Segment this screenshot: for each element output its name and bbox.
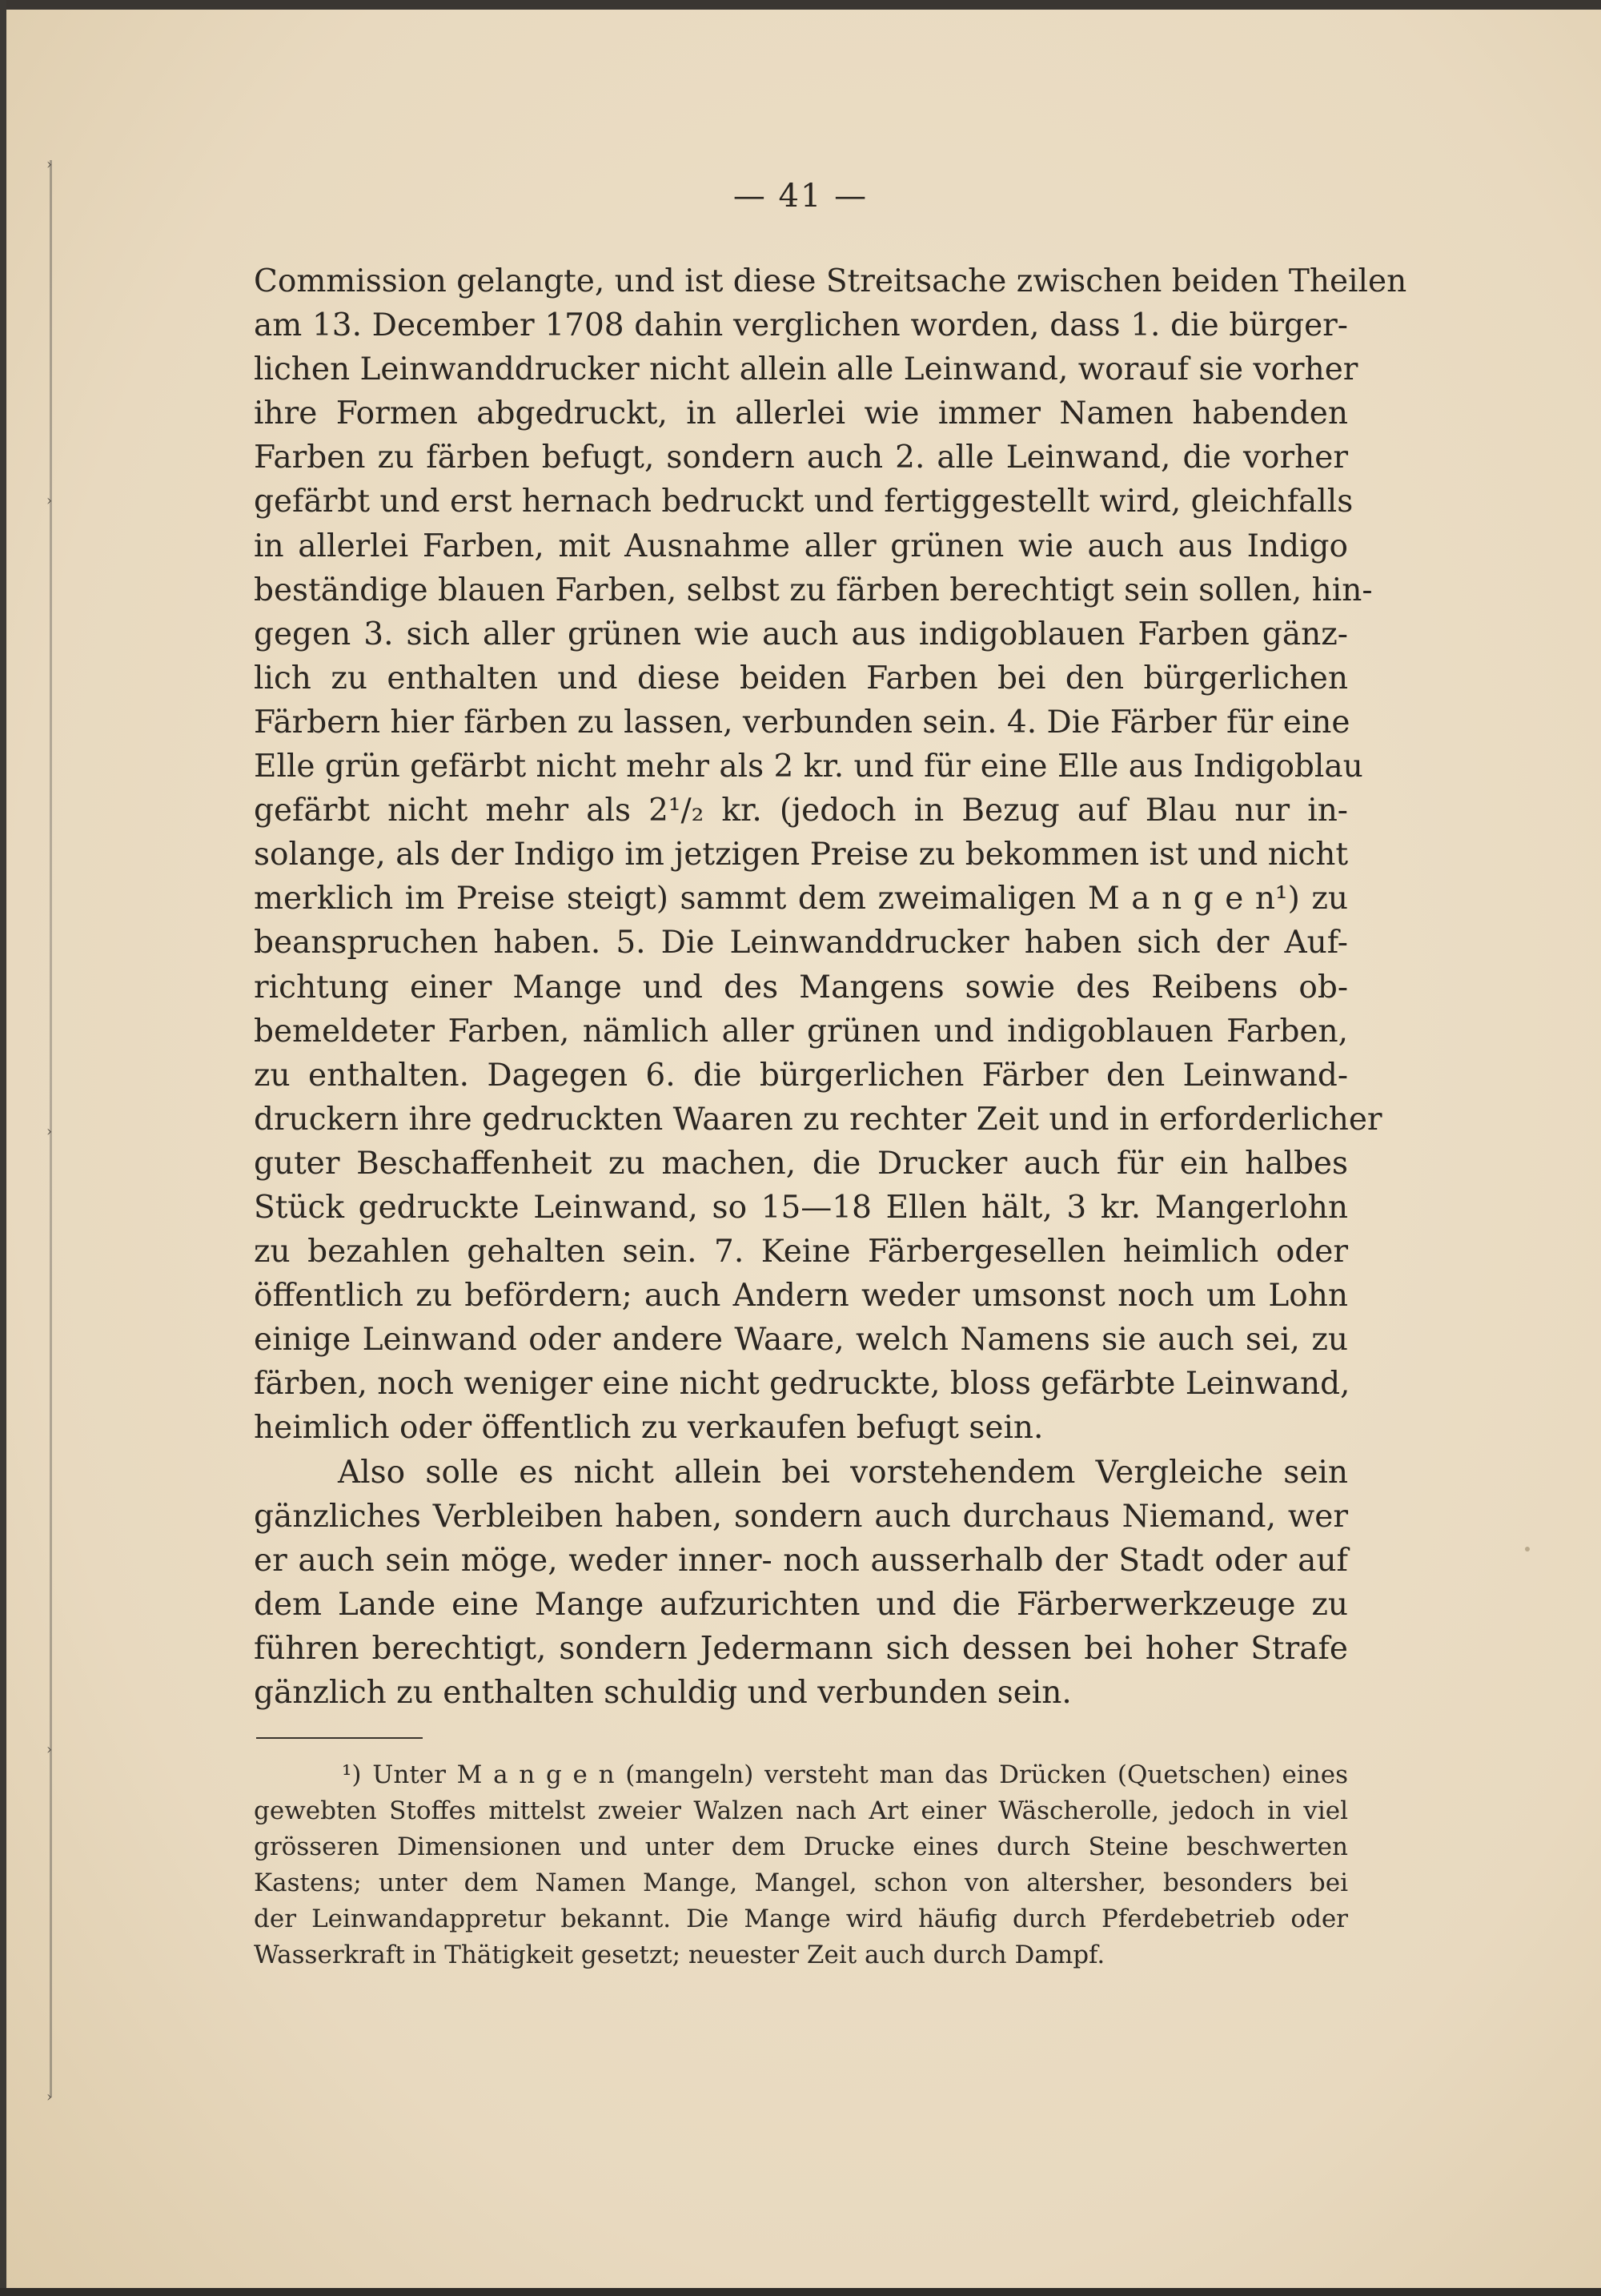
text-line: Also solle es nicht allein bei vorstehendem Vergleiche sein — [338, 1454, 1348, 1491]
scan-left-edge — [0, 0, 6, 2296]
footnote-line: ¹) Unter M a n g e n (mangeln) versteht man das Drücken (Quetschen) eines — [342, 1760, 1348, 1789]
text-line: lich zu enthalten und diese beiden Farben bei den bürgerlichen — [254, 660, 1348, 696]
text-line: gefärbt nicht mehr als 2¹/₂ kr. (jedoch in Bezug auf Blau nur in- — [254, 793, 1348, 829]
text-line: druckern ihre gedruckten Waaren zu rechter Zeit und in erforderlicher — [254, 1101, 1382, 1138]
text-line: am 13. December 1708 dahin verglichen worden, dass 1. die bürger- — [254, 307, 1348, 344]
text-line: dem Lande eine Mange aufzurichten und die Färberwerkzeuge zu — [254, 1586, 1348, 1623]
binding-mark: › — [46, 2089, 53, 2105]
text-line: zu bezahlen gehalten sein. 7. Keine Färbergesellen heimlich oder — [254, 1234, 1348, 1270]
footnote-line: der Leinwandappretur bekannt. Die Mange wird häufig durch Pferdebetrieb oder — [254, 1905, 1348, 1933]
footnote-line: Kastens; unter dem Namen Mange, Mangel, schon von altersher, besonders bei — [254, 1869, 1348, 1897]
text-line: zu enthalten. Dagegen 6. die bürgerlichen Färber den Leinwand- — [254, 1057, 1348, 1094]
text-line: gänzlich zu enthalten schuldig und verbunden sein. — [254, 1675, 1072, 1711]
text-line: solange, als der Indigo im jetzigen Preise zu bekommen ist und nicht — [254, 837, 1348, 873]
text-line: Stück gedruckte Leinwand, so 15—18 Ellen hält, 3 kr. Mangerlohn — [254, 1189, 1348, 1226]
text-line: merklich im Preise steigt) sammt dem zweimaligen M a n g e n¹) zu — [254, 881, 1348, 917]
text-line: ihre Formen abgedruckt, in allerlei wie immer Namen habenden — [254, 395, 1348, 432]
text-line: lichen Leinwanddrucker nicht allein alle Leinwand, worauf sie vorher — [254, 351, 1358, 388]
text-line: einige Leinwand oder andere Waare, welch Namens sie auch sei, zu — [254, 1322, 1348, 1359]
text-line: er auch sein möge, weder inner- noch ausserhalb der Stadt oder auf — [254, 1542, 1348, 1579]
footnote-line: grösseren Dimensionen und unter dem Drucke eines durch Steine beschwerten — [254, 1832, 1348, 1861]
text-line: Commission gelangte, und ist diese Streitsache zwischen beiden Theilen — [254, 263, 1407, 299]
page-number: — 41 — — [732, 178, 869, 215]
text-line: gänzliches Verbleiben haben, sondern auch durchaus Niemand, wer — [254, 1498, 1348, 1535]
footnote-line: Wasserkraft in Thätigkeit gesetzt; neuester Zeit auch durch Dampf. — [254, 1941, 1105, 1969]
scan-top-edge — [0, 0, 1601, 10]
binding-mark: › — [46, 1123, 53, 1140]
body-text — [254, 259, 1407, 1715]
text-line: Elle grün gefärbt nicht mehr als 2 kr. und für eine Elle aus Indigoblau — [254, 749, 1363, 785]
binding-mark: › — [46, 156, 53, 173]
text-line: öffentlich zu befördern; auch Andern weder umsonst noch um Lohn — [254, 1278, 1348, 1315]
text-line: gefärbt und erst hernach bedruckt und fertiggestellt wird, gleichfalls — [254, 484, 1354, 520]
paper-speck — [1525, 1547, 1530, 1551]
text-line: bemeldeter Farben, nämlich aller grünen und indigoblauen Farben, — [254, 1013, 1348, 1050]
text-line: Farben zu färben befugt, sondern auch 2. alle Leinwand, die vorher — [254, 440, 1348, 476]
binding-mark: › — [46, 492, 53, 509]
footnote-line: gewebten Stoffes mittelst zweier Walzen nach Art einer Wäscherolle, jedoch in viel — [254, 1796, 1348, 1825]
text-line: färben, noch weniger eine nicht gedruckte, bloss gefärbte Leinwand, — [254, 1366, 1350, 1403]
text-line: beanspruchen haben. 5. Die Leinwanddrucker haben sich der Auf- — [254, 925, 1348, 961]
footnote-rule — [256, 1737, 423, 1739]
footnote — [254, 1757, 1348, 1973]
text-line: beständige blauen Farben, selbst zu färben berechtigt sein sollen, hin- — [254, 572, 1373, 608]
text-line: Färbern hier färben zu lassen, verbunden sein. 4. Die Färber für eine — [254, 704, 1350, 741]
text-line: in allerlei Farben, mit Ausnahme aller grünen wie auch aus Indigo — [254, 528, 1348, 564]
text-line: führen berechtigt, sondern Jedermann sich dessen bei hoher Strafe — [254, 1630, 1348, 1667]
scan-bottom-edge — [0, 2288, 1601, 2296]
text-line: guter Beschaffenheit zu machen, die Drucker auch für ein halbes — [254, 1145, 1348, 1182]
binding-mark: › — [46, 1741, 53, 1758]
text-line: richtung einer Mange und des Mangens sowie des Reibens ob- — [254, 969, 1348, 1006]
text-line: heimlich oder öffentlich zu verkaufen befugt sein. — [254, 1410, 1044, 1447]
text-line: gegen 3. sich aller grünen wie auch aus indigoblauen Farben gänz- — [254, 616, 1348, 652]
